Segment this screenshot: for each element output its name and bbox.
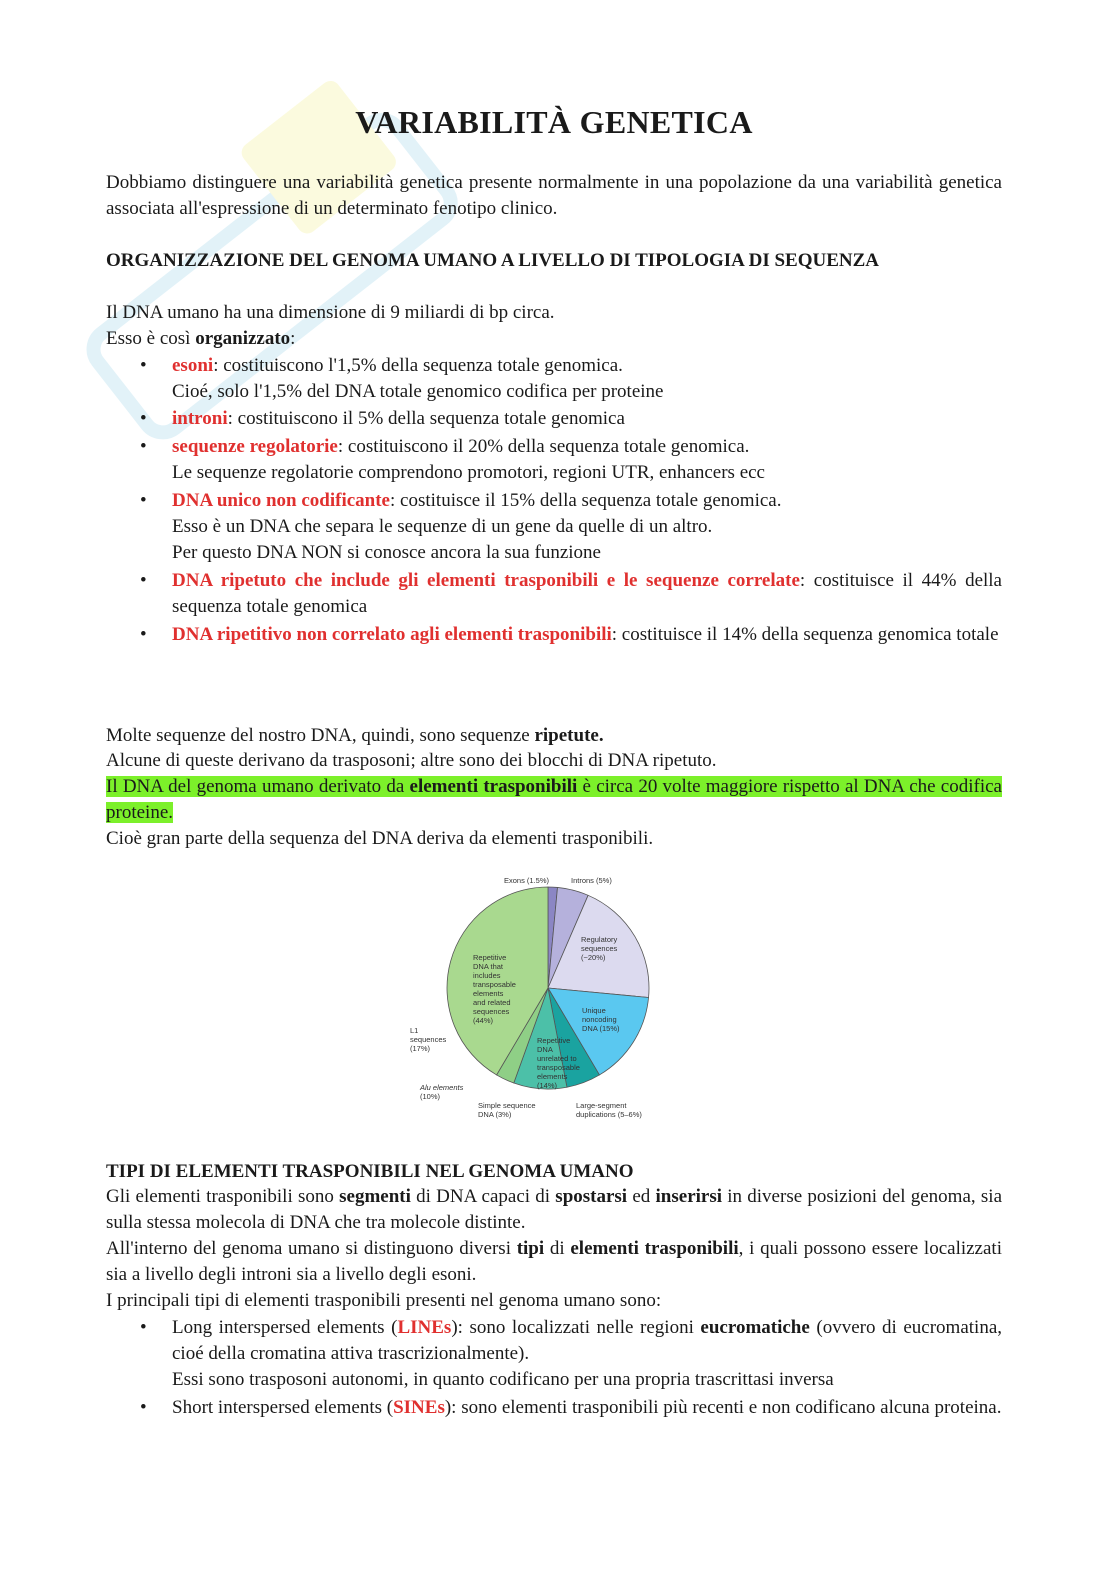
- label-rep-te-1: DNA that: [473, 962, 504, 971]
- label-rep-unrel-0: Repetitive: [537, 1036, 571, 1045]
- sequence-type-list: [106, 353, 1002, 648]
- label-rep-te-6: sequences: [473, 1007, 510, 1016]
- label-unique-0: Unique: [582, 1006, 606, 1015]
- label-rep-te-0: Repetitive: [473, 953, 507, 962]
- label-l1-1: sequences: [410, 1035, 447, 1044]
- list-item: • DNA ripetitivo non correlato agli elementi trasponibili: costituisce il 14% della sequenza genomica totale: [106, 622, 1002, 648]
- label-simple-1: DNA (3%): [478, 1110, 512, 1119]
- list-item: • esoni: costituiscono l'1,5% della sequenza totale genomica. Cioé, solo l'1,5% del DNA totale genomico codifica per proteine: [106, 353, 1002, 405]
- document-title: VARIABILITÀ GENETICA: [355, 104, 753, 140]
- label-simple-0: Simple sequence: [478, 1101, 536, 1110]
- label-alu-0: Alu elements: [420, 1083, 464, 1092]
- label-rep-unrel-1: DNA: [537, 1045, 553, 1054]
- label-rep-te-2: includes: [473, 971, 501, 980]
- label-regulatory-2: (~20%): [581, 953, 606, 962]
- label-rep-te-3: transposable: [473, 980, 516, 989]
- list-item: • DNA unico non codificante: costituisce il 15% della sequenza totale genomica. Esso è un DNA che separa le sequenze di un gene da quelle di un altro. Per questo DNA NON si conosce ancora la sua funzione: [106, 488, 1002, 566]
- label-unique-2: DNA (15%): [582, 1024, 620, 1033]
- label-rep-unrel-5: (14%): [537, 1081, 558, 1090]
- repeated-line-4: Cioè gran parte della sequenza del DNA deriva da elementi trasponibili.: [106, 828, 654, 849]
- label-rep-te-4: elements: [473, 989, 504, 998]
- label-alu-1: (10%): [420, 1092, 441, 1101]
- list-item: • Long interspersed elements (LINEs): sono localizzati nelle regioni eucromatiche (ovvero di eucromatina, cioé della cromatina attiva trascrizionalmente). Essi sono trasposoni autonomi, in quanto codificano per una propria trascrittasi inversa: [106, 1315, 1002, 1393]
- list-item: • sequenze regolatorie: costituiscono il 20% della sequenza totale genomica. Le sequenze regolatorie comprendono promotori, regioni UTR, enhancers ecc: [106, 434, 1002, 486]
- label-rep-unrel-2: unrelated to: [537, 1054, 577, 1063]
- repeated-line-2: Alcune di queste derivano da trasposoni; altre sono dei blocchi di DNA ripetuto.: [106, 750, 717, 771]
- label-introns: Introns (5%): [571, 876, 612, 885]
- section2-heading: TIPI DI ELEMENTI TRASPONIBILI NEL GENOMA UMANO: [106, 1161, 634, 1182]
- pie-svg: [396, 868, 676, 1128]
- section1-heading: ORGANIZZAZIONE DEL GENOMA UMANO A LIVELLO DI TIPOLOGIA DI SEQUENZA: [106, 250, 879, 271]
- intro-paragraph: Dobbiamo distinguere una variabilità genetica presente normalmente in una popolazione da una variabilità genetica associata all'espressione di un determinato fenotipo clinico.: [106, 172, 1002, 219]
- label-l1-0: L1: [410, 1026, 419, 1035]
- genome-pie-chart: [396, 868, 676, 1128]
- list-item: • introni: costituiscono il 5% della sequenza totale genomica: [106, 406, 1002, 432]
- highlighted-paragraph: Il DNA del genoma umano derivato da elementi trasponibili è circa 20 volte maggiore rispetto al DNA che codifica proteine.: [106, 776, 1002, 823]
- list-item: • Short interspersed elements (SINEs): sono elementi trasponibili più recenti e non codificano alcuna proteina.: [106, 1395, 1002, 1421]
- label-unique-1: noncoding: [582, 1015, 617, 1024]
- repeated-line-1: Molte sequenze del nostro DNA, quindi, sono sequenze ripetute.: [106, 725, 604, 746]
- label-rep-unrel-4: elements: [537, 1072, 568, 1081]
- label-rep-unrel-3: transposable: [537, 1063, 580, 1072]
- transposable-types-list: [106, 1315, 1002, 1421]
- organization-line: Esso è così organizzato:: [106, 328, 296, 349]
- section2-paragraph-2: All'interno del genoma umano si distinguono diversi tipi di elementi trasponibili, i quali possono essere localizzati sia a livello degli introni sia a livello degli esoni.: [106, 1238, 1002, 1285]
- section2-paragraph-3: I principali tipi di elementi trasponibili presenti nel genoma umano sono:: [106, 1290, 662, 1311]
- label-exons: Exons (1.5%): [504, 876, 550, 885]
- label-regulatory-0: Regulatory: [581, 935, 618, 944]
- label-large-1: duplications (5–6%): [576, 1110, 642, 1119]
- list-item: • DNA ripetuto che include gli elementi trasponibili e le sequenze correlate: costituisce il 44% della sequenza totale genomica: [106, 568, 1002, 620]
- dna-size-line: Il DNA umano ha una dimensione di 9 miliardi di bp circa.: [106, 302, 555, 323]
- label-large-0: Large-segment: [576, 1101, 627, 1110]
- section2-paragraph-1: Gli elementi trasponibili sono segmenti di DNA capaci di spostarsi ed inserirsi in diverse posizioni del genoma, sia sulla stessa molecola di DNA che tra molecole distinte.: [106, 1186, 1002, 1233]
- label-regulatory-1: sequences: [581, 944, 618, 953]
- label-l1-2: (17%): [410, 1044, 431, 1053]
- label-rep-te-5: and related: [473, 998, 511, 1007]
- label-rep-te-7: (44%): [473, 1016, 494, 1025]
